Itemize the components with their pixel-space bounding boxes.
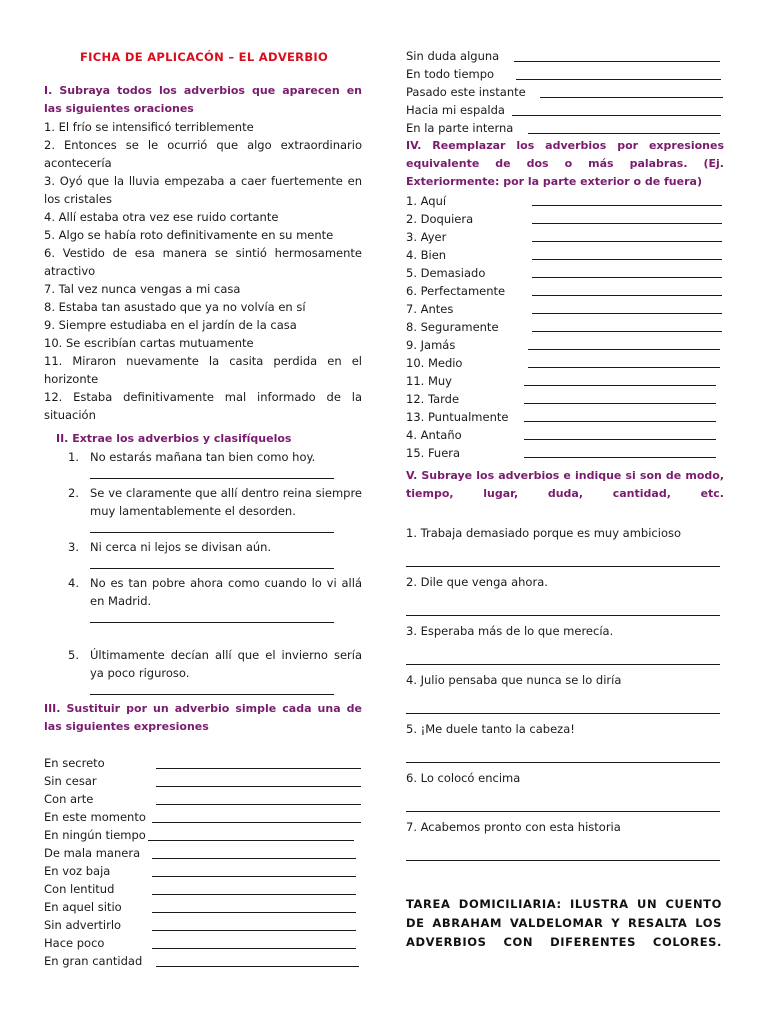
sentence-12-continued: situación bbox=[44, 408, 96, 422]
expression-3: Con arte bbox=[44, 792, 94, 806]
exercise-2-sentence-1: No estarás mañana tan bien como hoy. bbox=[90, 450, 316, 464]
adverb-5: 5. Demasiado bbox=[406, 266, 486, 280]
sentence-1: 1. El frío se intensificó terriblemente bbox=[44, 120, 254, 134]
answer-line[interactable] bbox=[152, 822, 361, 823]
sentence-2-continued: acontecería bbox=[44, 156, 112, 170]
sentence-7: 7. Tal vez nunca vengas a mi casa bbox=[44, 282, 241, 296]
answer-line[interactable] bbox=[152, 876, 356, 877]
answer-line[interactable] bbox=[152, 930, 356, 931]
exercise-2-sentence-2-continued: muy lamentablemente el desorden. bbox=[90, 504, 296, 518]
answer-line[interactable] bbox=[524, 457, 716, 458]
adverb-10: 10. Medio bbox=[406, 356, 463, 370]
adverb-11: 11. Muy bbox=[406, 374, 452, 388]
exercise-5-sentence-1: 1. Trabaja demasiado porque es muy ambicioso bbox=[406, 526, 682, 540]
answer-line[interactable] bbox=[156, 786, 361, 787]
answer-line[interactable] bbox=[90, 622, 334, 623]
sentence-3-continued: los cristales bbox=[44, 192, 112, 206]
section-3-heading-line2: las siguientes expresiones bbox=[44, 720, 209, 733]
answer-line[interactable] bbox=[406, 860, 720, 861]
answer-line[interactable] bbox=[532, 259, 722, 260]
expression-9: En aquel sitio bbox=[44, 900, 122, 914]
expression-1: En secreto bbox=[44, 756, 105, 770]
adverb-6: 6. Perfectamente bbox=[406, 284, 506, 298]
expression-8: Con lentitud bbox=[44, 882, 115, 896]
answer-line[interactable] bbox=[406, 762, 720, 763]
adverb-8: 8. Seguramente bbox=[406, 320, 499, 334]
expression-11: Hace poco bbox=[44, 936, 105, 950]
answer-line[interactable] bbox=[152, 894, 356, 895]
answer-line[interactable] bbox=[528, 367, 720, 368]
answer-line[interactable] bbox=[148, 840, 354, 841]
expression-6: De mala manera bbox=[44, 846, 141, 860]
answer-line[interactable] bbox=[90, 532, 334, 533]
section-1-heading bbox=[44, 82, 362, 118]
answer-line[interactable] bbox=[156, 768, 361, 769]
adverb-13: 13. Puntualmente bbox=[406, 410, 509, 424]
exercise-5-sentence-6: 6. Lo colocó encima bbox=[406, 771, 521, 785]
sentence-4: 4. Allí estaba otra vez ese ruido cortante bbox=[44, 210, 279, 224]
adverb-7: 7. Antes bbox=[406, 302, 454, 316]
answer-line[interactable] bbox=[512, 115, 721, 116]
answer-line[interactable] bbox=[152, 912, 356, 913]
expression-cont-5: En la parte interna bbox=[406, 121, 514, 135]
answer-line[interactable] bbox=[532, 241, 722, 242]
exercise-2-sentence-4-continued: en Madrid. bbox=[90, 594, 152, 608]
section-4-heading-line2: equivalente de dos o más palabras. (Ej. bbox=[406, 157, 724, 170]
section-3-heading-line1: III. Sustituir por un adverbio simple cada una de bbox=[44, 702, 362, 715]
expression-4: En este momento bbox=[44, 810, 146, 824]
adverb-4: 4. Bien bbox=[406, 248, 447, 262]
answer-line[interactable] bbox=[156, 966, 359, 967]
exercise-5-sentence-7: 7. Acabemos pronto con esta historia bbox=[406, 820, 621, 834]
section-5-heading-line1: V. Subraye los adverbios e indique si son de modo, bbox=[406, 469, 724, 482]
section-5-heading bbox=[406, 467, 724, 503]
sentence-11: 11. Miraron nuevamente la casita perdida en el bbox=[44, 354, 362, 368]
answer-line[interactable] bbox=[532, 295, 722, 296]
homework-note bbox=[406, 895, 722, 952]
exercise-2-sentence-2: Se ve claramente que allí dentro reina siempre bbox=[90, 486, 362, 500]
answer-line[interactable] bbox=[532, 205, 722, 206]
sentence-6-continued: atractivo bbox=[44, 264, 96, 278]
exercise-5-sentence-4: 4. Julio pensaba que nunca se lo diría bbox=[406, 673, 622, 687]
expression-cont-3: Pasado este instante bbox=[406, 85, 526, 99]
expression-12: En gran cantidad bbox=[44, 954, 143, 968]
expression-2: Sin cesar bbox=[44, 774, 97, 788]
section-1-heading-line2: las siguientes oraciones bbox=[44, 102, 194, 115]
answer-line[interactable] bbox=[540, 97, 723, 98]
exercise-2-sentence-3: Ni cerca ni lejos se divisan aún. bbox=[90, 540, 272, 554]
exercise-5-sentence-5: 5. ¡Me duele tanto la cabeza! bbox=[406, 722, 575, 736]
sentence-8: 8. Estaba tan asustado que ya no volvía en sí bbox=[44, 300, 306, 314]
homework-line2: DE ABRAHAM VALDELOMAR Y RESALTA LOS bbox=[406, 916, 722, 930]
sentence-2: 2. Entonces se le ocurrió que algo extraordinario bbox=[44, 138, 362, 152]
exercise-2-number-4: 4. bbox=[68, 576, 79, 590]
answer-line[interactable] bbox=[524, 403, 716, 404]
section-4-heading-line1: IV. Reemplazar los adverbios por expresiones bbox=[406, 139, 724, 152]
adverb-3: 3. Ayer bbox=[406, 230, 447, 244]
section-1-heading-line1: I. Subraya todos los adverbios que aparecen en bbox=[44, 84, 362, 97]
answer-line[interactable] bbox=[532, 331, 722, 332]
answer-line[interactable] bbox=[528, 133, 720, 134]
section-2-heading: II. Extrae los adverbios y clasifíquelos bbox=[56, 432, 292, 445]
answer-line[interactable] bbox=[90, 478, 334, 479]
expression-cont-1: Sin duda alguna bbox=[406, 49, 500, 63]
exercise-2-sentence-5-continued: ya poco riguroso. bbox=[90, 666, 190, 680]
sentence-6: 6. Vestido de esa manera se sintió hermosamente bbox=[44, 246, 362, 260]
section-4-heading bbox=[406, 137, 724, 191]
expression-7: En voz baja bbox=[44, 864, 111, 878]
sentence-10: 10. Se escribían cartas mutuamente bbox=[44, 336, 254, 350]
answer-line[interactable] bbox=[90, 694, 334, 695]
answer-line[interactable] bbox=[406, 811, 720, 812]
exercise-2-sentence-5: Últimamente decían allí que el invierno sería bbox=[90, 648, 362, 662]
answer-line[interactable] bbox=[90, 568, 334, 569]
answer-line[interactable] bbox=[524, 439, 716, 440]
answer-line[interactable] bbox=[514, 61, 720, 62]
page-title: FICHA DE APLICACÓN – EL ADVERBIO bbox=[80, 50, 329, 64]
exercise-2-sentence-4: No es tan pobre ahora como cuando lo vi allá bbox=[90, 576, 362, 590]
answer-line[interactable] bbox=[156, 804, 361, 805]
expression-10: Sin advertirlo bbox=[44, 918, 122, 932]
answer-line[interactable] bbox=[406, 615, 720, 616]
homework-line1: TAREA DOMICILIARIA: ILUSTRA UN CUENTO bbox=[406, 897, 722, 911]
answer-line[interactable] bbox=[406, 713, 720, 714]
answer-line[interactable] bbox=[152, 948, 356, 949]
section-3-heading bbox=[44, 700, 362, 736]
exercise-2-number-2: 2. bbox=[68, 486, 79, 500]
section-4-heading-line3: Exteriormente: por la parte exterior o de fuera) bbox=[406, 175, 702, 188]
sentence-11-continued: horizonte bbox=[44, 372, 99, 386]
answer-line[interactable] bbox=[524, 385, 716, 386]
expression-cont-2: En todo tiempo bbox=[406, 67, 495, 81]
homework-line3: ADVERBIOS CON DIFERENTES COLORES. bbox=[406, 935, 722, 949]
answer-line[interactable] bbox=[524, 421, 716, 422]
sentence-3: 3. Oyó que la lluvia empezaba a caer fuertemente en bbox=[44, 174, 362, 188]
sentence-12: 12. Estaba definitivamente mal informado de la bbox=[44, 390, 362, 404]
answer-line[interactable] bbox=[152, 858, 356, 859]
adverb-9: 9. Jamás bbox=[406, 338, 456, 352]
answer-line[interactable] bbox=[532, 313, 722, 314]
answer-line[interactable] bbox=[406, 664, 720, 665]
exercise-2-number-5: 5. bbox=[68, 648, 79, 662]
answer-line[interactable] bbox=[532, 223, 722, 224]
exercise-2-number-1: 1. bbox=[68, 450, 79, 464]
exercise-2-number-3: 3. bbox=[68, 540, 79, 554]
exercise-5-sentence-2: 2. Dile que venga ahora. bbox=[406, 575, 548, 589]
sentence-9: 9. Siempre estudiaba en el jardín de la casa bbox=[44, 318, 297, 332]
adverb-14: 4. Antaño bbox=[406, 428, 462, 442]
answer-line[interactable] bbox=[528, 349, 720, 350]
expression-cont-4: Hacia mi espalda bbox=[406, 103, 505, 117]
sentence-5: 5. Algo se había roto definitivamente en su mente bbox=[44, 228, 334, 242]
answer-line[interactable] bbox=[516, 79, 721, 80]
adverb-2: 2. Doquiera bbox=[406, 212, 474, 226]
exercise-5-sentence-3: 3. Esperaba más de lo que merecía. bbox=[406, 624, 614, 638]
expression-5: En ningún tiempo bbox=[44, 828, 146, 842]
section-5-heading-line2: tiempo, lugar, duda, cantidad, etc. bbox=[406, 487, 724, 500]
adverb-12: 12. Tarde bbox=[406, 392, 460, 406]
answer-line[interactable] bbox=[406, 566, 720, 567]
adverb-15: 15. Fuera bbox=[406, 446, 461, 460]
answer-line[interactable] bbox=[532, 277, 722, 278]
adverb-1: 1. Aquí bbox=[406, 194, 447, 208]
